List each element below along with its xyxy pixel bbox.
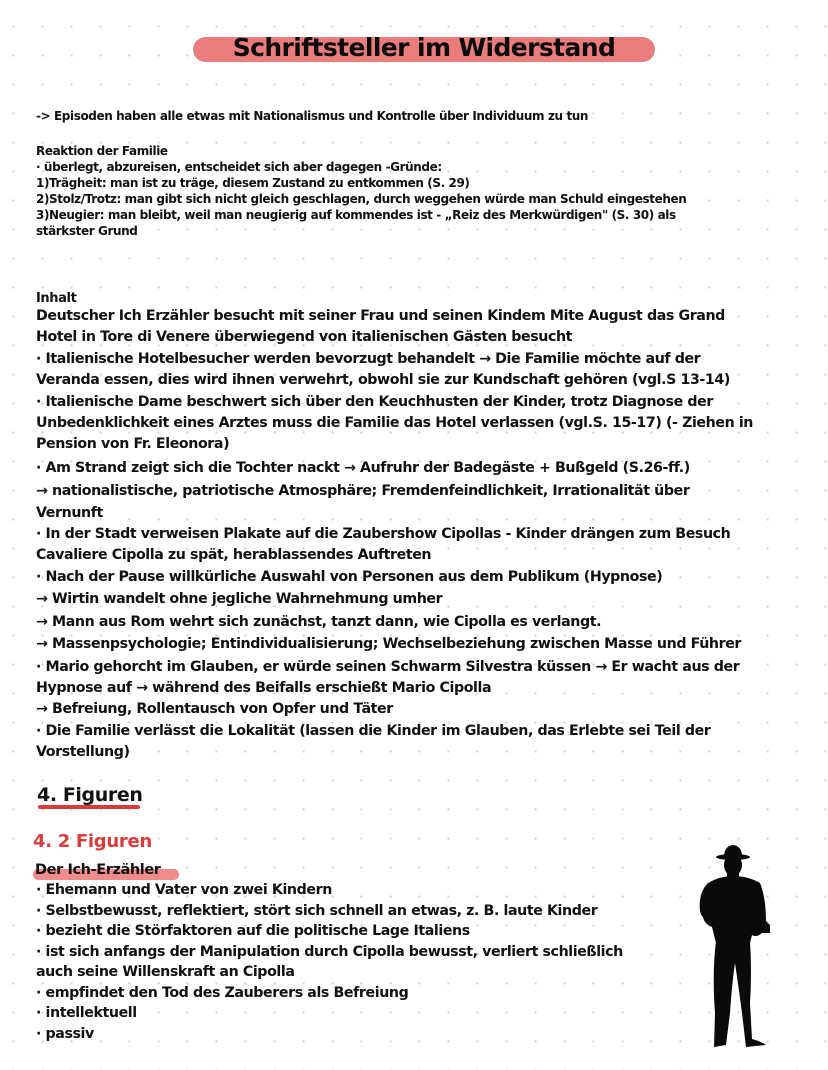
list-item: · Ehemann und Vater von zwei Kindern [36, 882, 332, 898]
list-item: · ist sich anfangs der Manipulation durch Cipolla bewusst, verliert schließlich [36, 943, 623, 960]
inhalt-heading: Inhalt [36, 291, 77, 306]
inhalt-line: → nationalistische, patriotische Atmosphäre; Fremdenfeindlichkeit, Irrationalität über [36, 483, 690, 500]
intro-note: -> Episoden haben alle etwas mit Nationalismus und Kontrolle über Individuum zu tun [36, 109, 589, 123]
reaktion-line: 2)Stolz/Trotz: man gibt sich nicht gleich geschlagen, durch weggehen würde man Schuld eingestehen [36, 192, 687, 206]
inhalt-line: · Mario gehorcht im Glauben, er würde seinen Schwarm Silvestra küssen → Er wacht aus der [36, 658, 740, 675]
inhalt-line: · Am Strand zeigt sich die Tochter nackt → Aufruhr der Badegäste + Bußgeld (S.26-ff.) [36, 459, 690, 476]
inhalt-line: · Italienische Dame beschwert sich über den Keuchhusten der Kinder, trotz Diagnose der [36, 393, 713, 410]
inhalt-line: Veranda essen, dies wird ihnen verwehrt, obwohl sie zur Kundschaft gehören (vgl.S 13-14) [36, 372, 730, 389]
inhalt-line: Unbedenklichkeit eines Arztes muss die Familie das Hotel verlassen (vgl.S. 15-17) (- Ziehen in [36, 415, 753, 432]
list-item: · empfindet den Tod des Zauberers als Befreiung [36, 984, 409, 1001]
list-item: · passiv [36, 1025, 94, 1042]
reaktion-line: 1)Trägheit: man ist zu träge, diesem Zustand zu entkommen (S. 29) [36, 176, 470, 190]
inhalt-line: · Die Familie verlässt die Lokalität (lassen die Kinder im Glauben, das Erlebte sei Teil der [36, 722, 711, 739]
list-item: · bezieht die Störfaktoren auf die politische Lage Italiens [36, 923, 470, 939]
inhalt-line: · Nach der Pause willkürliche Auswahl von Personen aus dem Publikum (Hypnose) [36, 568, 663, 585]
inhalt-line: · Italienische Hotelbesucher werden bevorzugt behandelt → Die Familie möchte auf der [36, 350, 701, 367]
character-heading: Der Ich-Erzähler [35, 862, 161, 878]
reaktion-section [36, 143, 686, 239]
reaktion-line: · überlegt, abzureisen, entscheidet sich aber dagegen -Gründe: [36, 160, 442, 174]
reaktion-line: stärkster Grund [36, 224, 138, 238]
character-traits-list [36, 880, 696, 1044]
inhalt-section [36, 306, 753, 764]
list-item: auch seine Willenskraft an Cipolla [36, 964, 295, 980]
inhalt-line: Hotel in Tore di Venere überwiegend von italienischen Gästen besucht [36, 329, 573, 346]
inhalt-line: Pension von Fr. Eleonora) [36, 436, 230, 453]
inhalt-line: → Massenpsychologie; Entindividualisierung; Wechselbeziehung zwischen Masse und Führer [36, 636, 742, 653]
section-heading: 4. Figuren [37, 784, 143, 806]
sub-heading: 4. 2 Figuren [33, 831, 152, 852]
page-title: Schriftsteller im Widerstand [232, 33, 616, 62]
list-item: · Selbstbewusst, reflektiert, stört sich schnell an etwas, z. B. laute Kinder [36, 902, 598, 919]
list-item: · intellektuell [36, 1005, 137, 1021]
man-silhouette-icon [690, 843, 790, 1051]
inhalt-line: → Wirtin wandelt ohne jegliche Wahrnehmung umher [36, 591, 443, 608]
inhalt-line: Vernunft [36, 504, 103, 521]
inhalt-line: Hypnose auf → während des Beifalls erschießt Mario Cipolla [36, 679, 492, 696]
inhalt-line: · In der Stadt verweisen Plakate auf die Zaubershow Cipollas - Kinder drängen zum Besuch [36, 526, 731, 543]
reaktion-line: 3)Neugier: man bleibt, weil man neugierig auf kommendes ist - „Reiz des Merkwürdigen" (S. 30) als [36, 208, 676, 222]
inhalt-line: Vorstellung) [36, 744, 130, 761]
reaktion-heading: Reaktion der Familie [36, 144, 168, 158]
inhalt-line: → Befreiung, Rollentausch von Opfer und Täter [36, 701, 393, 718]
inhalt-line: → Mann aus Rom wehrt sich zunächst, tanzt dann, wie Cipolla es verlangt. [36, 613, 602, 630]
inhalt-line: Deutscher Ich Erzähler besucht mit seiner Frau und seinen Kindem Mite August das Grand [36, 308, 725, 324]
inhalt-line: Cavaliere Cipolla zu spät, herablassendes Auftreten [36, 547, 432, 564]
